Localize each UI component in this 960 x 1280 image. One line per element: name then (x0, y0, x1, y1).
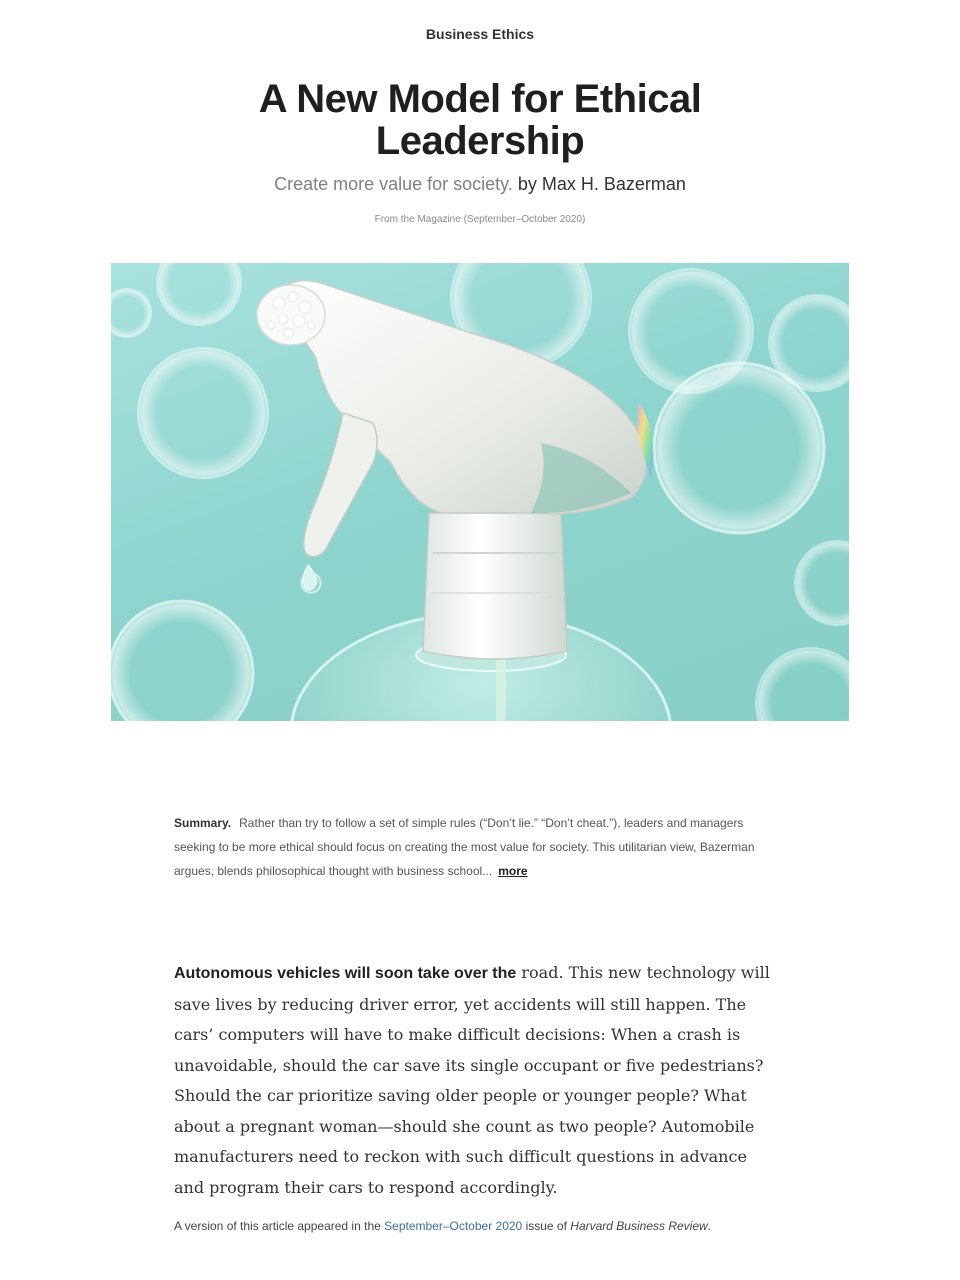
article-title: A New Model for Ethical Leadership (258, 77, 702, 163)
magazine-name: Harvard Business Review (570, 1219, 708, 1233)
body-lead-in: Autonomous vehicles will soon take over the (174, 965, 517, 982)
byline-author[interactable]: by Max H. Bazerman (517, 174, 686, 194)
version-middle: issue of (525, 1219, 567, 1233)
summary-text: Rather than try to follow a set of simple rules (“Don’t lie.” “Don’t cheat.”), leaders and managers seeking to be more ethical should focus on creating the most value for society. This utilitarian view, Bazerman argues, blends philosophical thought with business school... (174, 816, 755, 878)
version-note (174, 1220, 774, 1233)
body-paragraph: road. This new technology will save lives by reducing driver error, yet accidents will still happen. The cars’ computers will have to make difficult decisions: When a crash is unavoidable, should the car save its single occupant or five pedestrians? Should the car prioritize saving older people or younger people? What about a pregnant woman—should she count as two people? Automobile manufacturers need to reckon with such difficult questions in advance and program their cars to respond accordingly. (174, 963, 770, 1197)
article-summary (174, 811, 774, 883)
issue-link[interactable]: September–October 2020 (384, 1219, 523, 1233)
hero-image (111, 263, 849, 721)
article-body (174, 958, 774, 1203)
dek-text: Create more value for society. (274, 174, 513, 194)
version-prefix: A version of this article appeared in the (174, 1219, 381, 1233)
article-deck (0, 174, 960, 195)
topic-link[interactable]: Business Ethics (425, 26, 535, 42)
topic-label (0, 26, 960, 42)
summary-label: Summary. (174, 816, 232, 830)
spray-bottle-illustration (111, 263, 849, 721)
summary-more-link[interactable]: more (498, 864, 528, 878)
publication-info: From the Magazine (September–October 2020) (374, 214, 586, 225)
version-suffix: . (707, 1219, 712, 1233)
